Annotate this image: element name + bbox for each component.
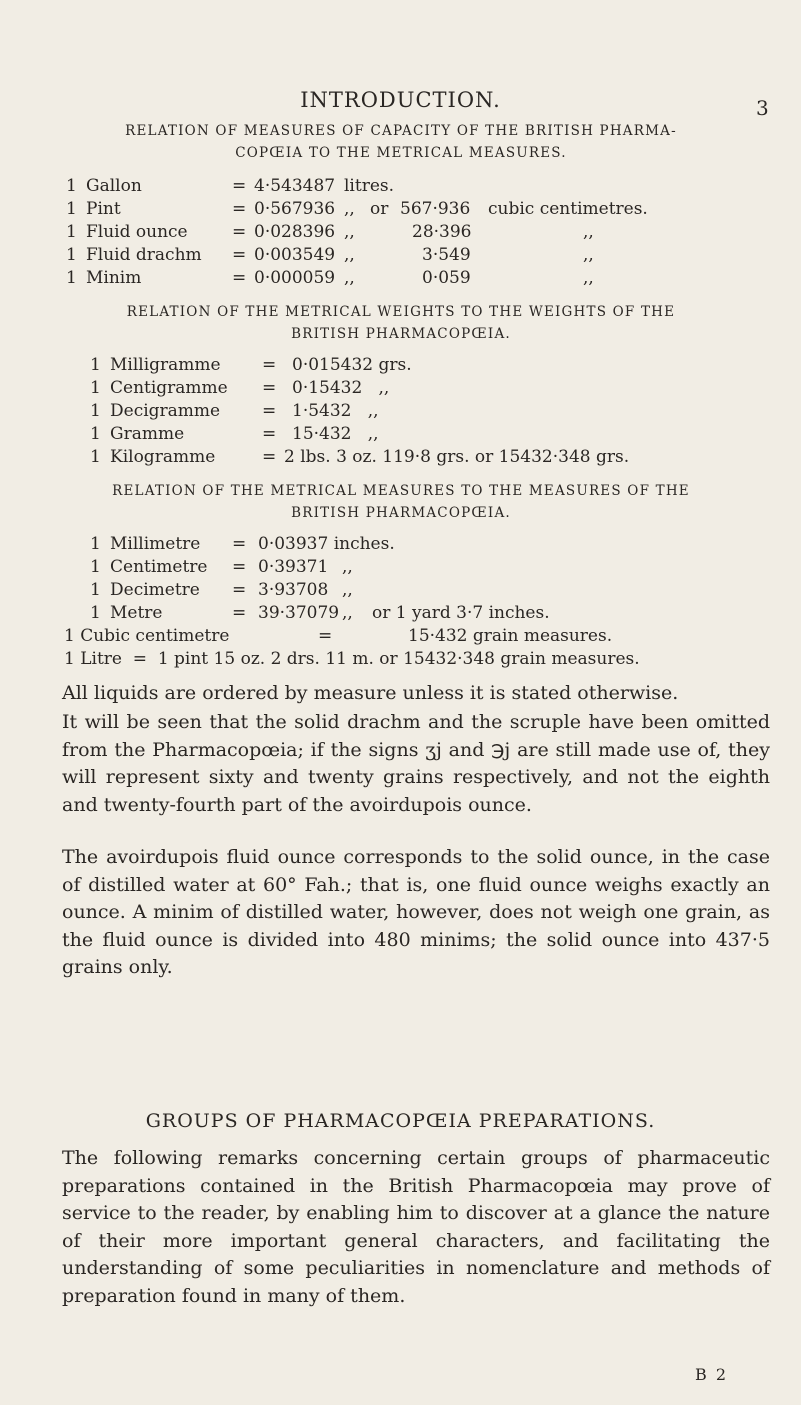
- paragraph-drachm-scruple: It will be seen that the solid drachm and the scruple have been omitted from the Pharmacopœia; if the signs ʒj and ℈j are still made use of, they will represent sixty and twenty grains respectively, and not the eighth and twenty-fourth part of the avoirdupois ounce.: [62, 711, 770, 816]
- row-number: 1: [66, 268, 77, 288]
- running-title: INTRODUCTION.: [300, 88, 501, 112]
- unit-value: 0·15432 ,,: [292, 378, 390, 398]
- alt-unit: ,,: [583, 245, 594, 265]
- unit-name: Gallon: [86, 176, 142, 196]
- unit-name: 1 Cubic centimetre: [64, 626, 230, 646]
- unit-value: 0·003549: [254, 245, 336, 265]
- unit-suffix: ,,: [344, 199, 355, 219]
- row-number: 1: [90, 355, 101, 375]
- equals-sign: =: [232, 222, 247, 242]
- unit-value: 15·432 ,,: [292, 424, 379, 444]
- unit-name: Centimetre: [110, 557, 208, 577]
- alt-unit: cubic centimetres.: [488, 199, 648, 219]
- unit-value: 15·432 grain measures.: [408, 626, 613, 646]
- paragraph-liquids: All liquids are ordered by measure unless it is stated otherwise.: [62, 682, 679, 704]
- unit-value: 0·567936: [254, 199, 336, 219]
- alt-value: 28·396: [412, 222, 472, 242]
- row-number: 1: [90, 580, 101, 600]
- equals-sign: =: [232, 603, 247, 623]
- equals-sign: =: [232, 580, 247, 600]
- alt-unit: ,,: [583, 222, 594, 242]
- unit-suffix: ,,: [344, 268, 355, 288]
- unit-name: Minim: [86, 268, 142, 288]
- paragraph-groups: The following remarks concerning certain groups of pharmaceutic preparations contained in the British Pharmacopœia may prove of service to the reader, by enabling him to discover at a glance the nature of their more important general characters, and facilitating the understanding of some peculiarities in nomenclature and methods of preparation found in many of them.: [62, 1147, 770, 1307]
- row-number: 1: [90, 401, 101, 421]
- unit-value: 2 lbs. 3 oz. 119·8 grs. or 15432·348 grs.: [284, 447, 630, 467]
- equals-sign: =: [262, 401, 277, 421]
- row-number: 1: [90, 447, 101, 467]
- row-number: 1: [66, 199, 77, 219]
- unit-value: 0·000059: [254, 268, 336, 288]
- equals-sign: =: [232, 534, 247, 554]
- row-number: 1: [90, 378, 101, 398]
- unit-name: Pint: [86, 199, 121, 219]
- equals-sign: =: [318, 626, 333, 646]
- litre-equivalent: 1 Litre = 1 pint 15 oz. 2 drs. 11 m. or 15432·348 grain measures.: [64, 649, 640, 669]
- signature-mark: B 2: [695, 1365, 729, 1384]
- unit-name: Fluid ounce: [86, 222, 188, 242]
- extra-equivalent: or 1 yard 3·7 inches.: [372, 603, 550, 623]
- unit-value: 0·028396: [254, 222, 336, 242]
- unit-name: Kilogramme: [110, 447, 216, 467]
- row-number: 1: [90, 603, 101, 623]
- row-number: 1: [66, 222, 77, 242]
- unit-name: Decimetre: [110, 580, 200, 600]
- equals-sign: =: [262, 424, 277, 444]
- alt-value: 3·549: [422, 245, 471, 265]
- unit-suffix: ,,: [342, 580, 353, 600]
- unit-suffix: ,,: [344, 222, 355, 242]
- alt-value: 567·936: [400, 199, 471, 219]
- equals-sign: =: [232, 199, 247, 219]
- unit-name: Millimetre: [110, 534, 201, 554]
- alt-value: 0·059: [422, 268, 471, 288]
- unit-name: Milligramme: [110, 355, 221, 375]
- equals-sign: =: [232, 176, 247, 196]
- weights-heading-line1: RELATION OF THE METRICAL WEIGHTS TO THE WEIGHTS OF THE: [126, 304, 676, 320]
- equals-sign: =: [232, 245, 247, 265]
- row-number: 1: [90, 534, 101, 554]
- lengths-heading-line2: BRITISH PHARMACOPŒIA.: [291, 505, 511, 521]
- equals-sign: =: [232, 557, 247, 577]
- unit-value: 0·39371: [258, 557, 329, 577]
- unit-suffix: ,,: [342, 557, 353, 577]
- unit-suffix: ,,: [344, 245, 355, 265]
- unit-value: 0·03937 inches.: [258, 534, 395, 554]
- alt-unit: ,,: [583, 268, 594, 288]
- unit-value: 3·93708: [258, 580, 329, 600]
- unit-value: 0·015432 grs.: [292, 355, 412, 375]
- unit-name: Decigramme: [110, 401, 221, 421]
- row-number: 1: [90, 557, 101, 577]
- unit-name: Metre: [110, 603, 163, 623]
- capacity-heading-line2: COPŒIA TO THE METRICAL MEASURES.: [235, 145, 567, 161]
- unit-suffix: litres.: [344, 176, 395, 196]
- equals-sign: =: [262, 447, 277, 467]
- weights-heading-line2: BRITISH PHARMACOPŒIA.: [291, 326, 511, 342]
- row-number: 1: [66, 176, 77, 196]
- unit-value: 4·543487: [254, 176, 336, 196]
- unit-value: 39·37079: [258, 603, 340, 623]
- equals-sign: =: [262, 355, 277, 375]
- unit-suffix: ,,: [342, 603, 353, 623]
- row-number: 1: [90, 424, 101, 444]
- unit-value: 1·5432 ,,: [292, 401, 379, 421]
- section-title: GROUPS OF PHARMACOPŒIA PREPARATIONS.: [145, 1110, 656, 1132]
- row-number: 1: [66, 245, 77, 265]
- or-word: or: [370, 199, 389, 219]
- equals-sign: =: [232, 268, 247, 288]
- unit-name: Centigramme: [110, 378, 228, 398]
- unit-name: Fluid drachm: [86, 245, 202, 265]
- capacity-heading-line1: RELATION OF MEASURES OF CAPACITY OF THE BRITISH PHARMA-: [125, 123, 677, 139]
- unit-name: Gramme: [110, 424, 185, 444]
- page-number: 3: [756, 96, 769, 120]
- lengths-heading-line1: RELATION OF THE METRICAL MEASURES TO THE MEASURES OF THE: [112, 483, 690, 499]
- paragraph-fluid-ounce: The avoirdupois fluid ounce corresponds to the solid ounce, in the case of distilled water at 60° Fah.; that is, one fluid ounce weighs exactly an ounce. A minim of distilled water, however, does not weigh one grain, as the fluid ounce is divided into 480 minims; the solid ounce into 437·5 grains only.: [62, 846, 770, 978]
- equals-sign: =: [262, 378, 277, 398]
